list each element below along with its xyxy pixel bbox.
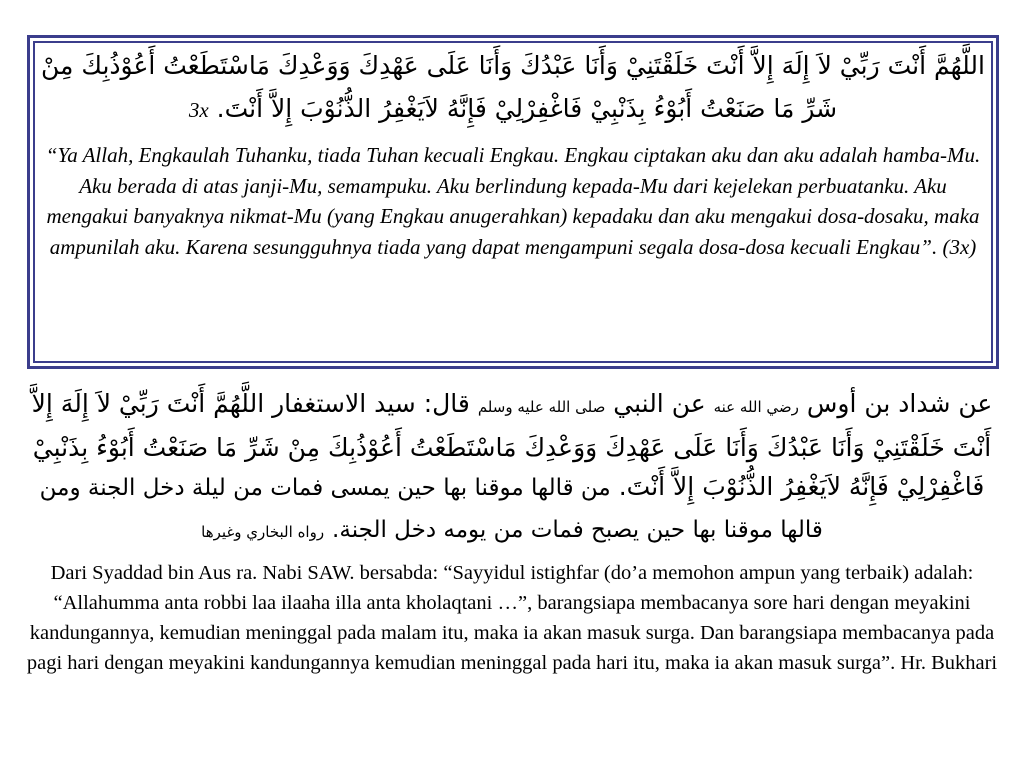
hadith-said: قال: (423, 389, 470, 418)
hadith-virtue-text: من قالها موقنا بها حين يمسى فمات من ليلة دخل الجنة ومن قالها موقنا بها حين يصبح فمات من يومه دخل الجنة. (39, 475, 823, 543)
dua-translation: “Ya Allah, Engkaulah Tuhanku, tiada Tuhan kecuali Engkau. Engkau ciptakan aku dan aku adalah hamba-Mu. Aku berada di atas janji-Mu, semampuku. Aku berlindung kepada-Mu dari kejelekan perbuatanku. Aku mengakui banyaknya nikmat-Mu (yang Engkau anugerahkan) kepadaku dan aku mengakui dosa-dosaku, maka ampunilah aku. Karena sesungguhnya tiada yang dapat mengampuni segala dosa-dosa kecuali Engkau”. (3x) (45, 143, 981, 259)
dua-arabic-body: اللَّهُمَّ أَنْتَ رَبِّيْ لاَ إِلَهَ إِلاَّ أَنْتَ خَلَقْتَنِيْ وَأَنَا عَبْدُكَ وَأَنَا عَلَى عَهْدِكَ وَوَعْدِكَ مَاسْتَطَعْتُ أَعُوْذُبِكَ مِنْ شَرِّ مَا صَنَعْتُ أَبُوْءُ بِذَنْبِيْ فَاغْفِرْلِيْ فَإِنَّهُ لاَيَغْفِرُ الذُّنُوْبَ إِلاَّ أَنْتَ. (41, 51, 985, 123)
hadith-prophet: عن النبي (613, 389, 706, 418)
narrator-honorific: رضي الله عنه (713, 398, 799, 416)
hadith-dua-text: اللَّهُمَّ أَنْتَ رَبِّيْ لاَ إِلَهَ إِلاَّ أَنْتَ خَلَقْتَنِيْ وَأَنَا عَبْدُكَ وَأَنَا عَلَى عَهْدِكَ وَوَعْدِكَ مَاسْتَطَعْتُ أَعُوْذُبِكَ مِنْ شَرِّ مَا صَنَعْتُ أَبُوْءُ بِذَنْبِيْ فَاغْفِرْلِيْ فَإِنَّهُ لاَيَغْفِرُ الذُّنُوْبَ إِلاَّ أَنْتَ. (31, 389, 992, 501)
hadith-translation: Dari Syaddad bin Aus ra. Nabi SAW. bersabda: “Sayyidul istighfar (do’a memohon ampun yang terbaik) adalah: “Allahumma anta robbi laa ilaaha illa anta kholaqtani …”, barangsiapa membacanya sore hari dengan meyakini kandungannya, kemudian meninggal pada malam itu, maka ia akan masuk surga. Dan barangsiapa membacanya pada pagi hari dengan meyakini kandungannya kemudian meninggal pada hari itu, maka ia akan masuk surga”. Hr. Bukhari (26, 562, 998, 674)
dua-repeat-count: 3x (188, 98, 209, 122)
hadith-opening: سيد الاستغفار (272, 389, 416, 418)
dua-box (40, 44, 986, 262)
hadith-section (18, 384, 1006, 678)
hadith-source: رواه البخاري وغيرها (201, 522, 325, 541)
hadith-arabic-text (18, 384, 1006, 552)
dua-arabic-text (40, 44, 986, 132)
hadith-narrator: عن شداد بن أوس (806, 389, 993, 418)
prophet-honorific: صلى الله عليه وسلم (477, 398, 606, 416)
